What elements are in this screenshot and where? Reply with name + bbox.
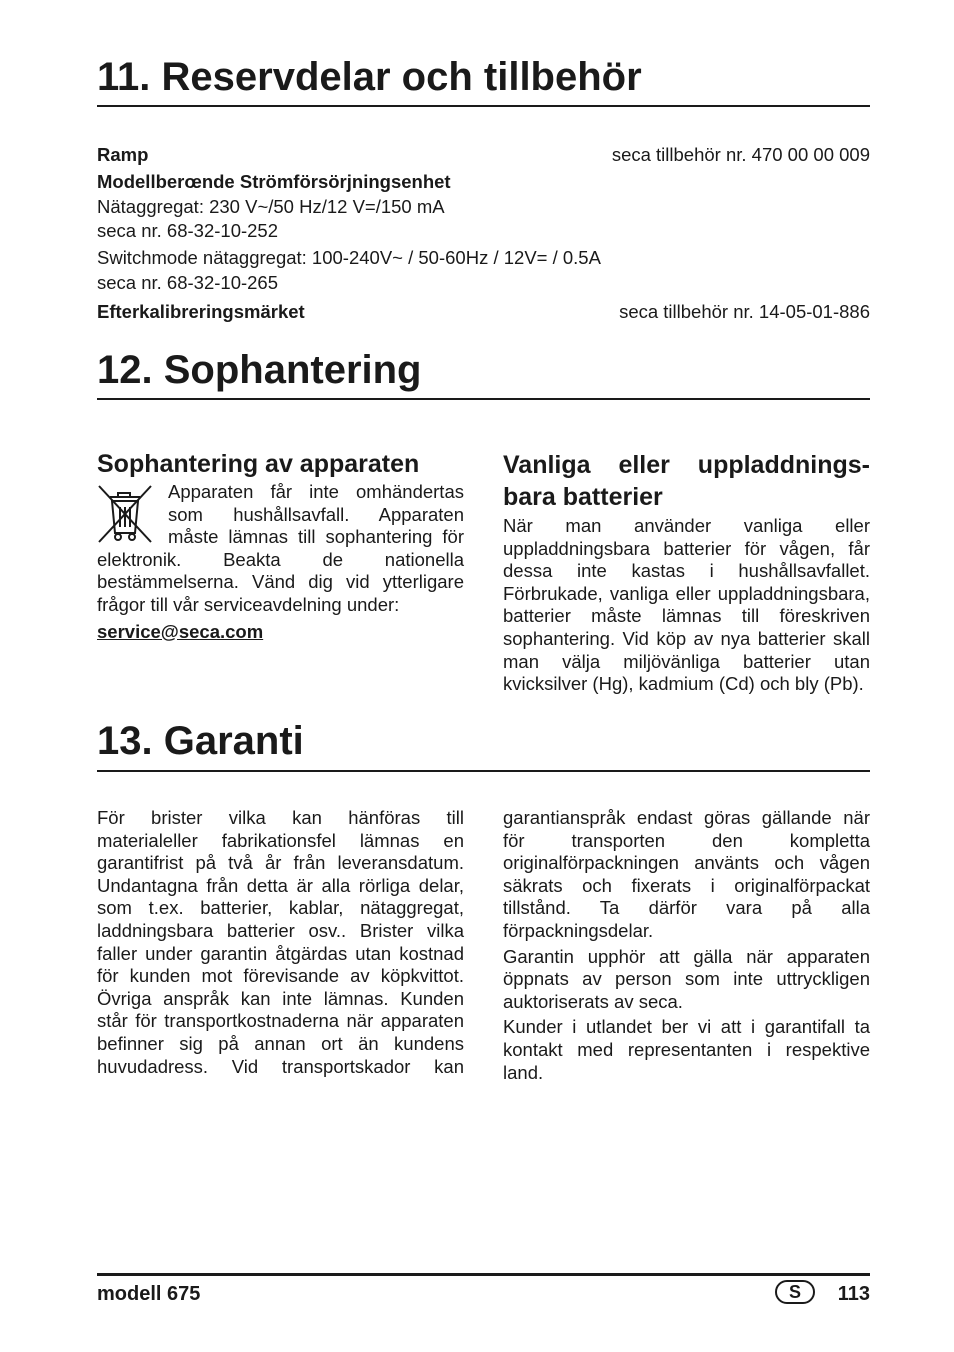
language-badge: S	[775, 1280, 815, 1304]
section-12-rule	[97, 398, 870, 400]
power-supply-number-2: seca nr. 68-32-10-265	[97, 272, 279, 293]
batteries-column	[503, 449, 870, 696]
batteries-text: När man använder vanliga eller uppladdningsbara batterier för vågen, får dessa inte kastas i hushållsavfallet. Förbrukade, vanliga eller uppladdningsbara, batterier måste lämnas till föreskriven sophantering. Vid köp av nya batterier skall man välja miljövänliga batterier utan kvicksilver (Hg), kadmium (Cd) och bly (Pb).	[503, 515, 870, 695]
warranty-text-part-2: garantianspråk endast göras gällande när för transporten den kompletta originalförpackningen använts och vågen säkrats och fixerats i originalförpackat tillstånd. Ta därför vara på alla förpackningsdelar.	[503, 807, 870, 941]
section-13-title: 13. Garanti	[97, 719, 304, 763]
batteries-heading-line-1: Vanliga eller uppladdnings-	[503, 451, 870, 479]
spare-part-recalibration-mark	[97, 303, 870, 322]
spare-part-ramp	[97, 146, 870, 165]
footer-rule	[97, 1273, 870, 1276]
disposal-device-text: Apparaten får inte omhändertas som hushållsavfall. Apparaten måste lämnas till sophantering för elektronik. Beakta de nationella bestämmelserna. Vänd dig vid ytterligare frågor till vår serviceavdelning under:	[97, 481, 464, 615]
spare-part-power-supply: Modellberœnde Strömförsörjningsenhet	[97, 171, 451, 192]
power-supply-spec-2: Switchmode nätaggregat: 100-240V~ / 50-60Hz / 12V= / 0.5A	[97, 247, 601, 268]
section-11-title: 11. Reservdelar och tillbehör	[97, 55, 642, 99]
service-email-link[interactable]: service@seca.com	[97, 620, 264, 642]
batteries-heading-line-2: bara batterier	[503, 483, 663, 511]
part-name: Efterkalibreringsmärket	[97, 301, 305, 322]
part-number: seca tillbehör nr. 470 00 00 009	[611, 144, 870, 165]
power-supply-number-1: seca nr. 68-32-10-252	[97, 220, 279, 241]
warranty-right-column	[503, 807, 870, 1084]
warranty-left-column	[97, 807, 464, 1078]
section-11-rule	[97, 105, 870, 107]
disposal-device-column	[97, 448, 464, 643]
part-name: Ramp	[97, 144, 149, 165]
warranty-abroad-text: Kunder i utlandet ber vi att i garantifall ta kontakt med representanten i respektive land.	[503, 1016, 870, 1083]
section-12-title: 12. Sophantering	[97, 348, 422, 392]
footer-model: modell 675	[97, 1283, 201, 1305]
disposal-device-heading: Sophantering av apparaten	[97, 450, 420, 478]
power-supply-spec-1: Nätaggregat: 230 V~/50 Hz/12 V=/150 mA	[97, 196, 445, 217]
crossed-out-wheelie-bin-icon	[96, 483, 154, 545]
warranty-expiry-text: Garantin upphör att gälla när apparaten öppnats av person som inte uttryckligen auktoriserats av seca.	[503, 945, 870, 1012]
page-number: 113	[837, 1283, 870, 1305]
warranty-text-part-1: För brister vilka kan hänföras till materialeller fabrikationsfel lämnas en garantifrist på två år från leveransdatum. Undantagna från detta är alla rörliga delar, som t.ex. batterier, kablar, nätaggregat, laddningsbara batterier osv.. Brister vilka faller under garantin åtgärdas utan kostnad för kunden mot förevisande av köpkvittot. Övriga anspråk kan inte lämnas. Kunden står för transportkostnaderna när apparaten befinner sig på annan ort än kundens huvudadress. Vid transportskador kan	[97, 807, 464, 1077]
section-13-rule	[97, 770, 870, 772]
part-number: seca tillbehör nr. 14-05-01-886	[619, 301, 870, 322]
